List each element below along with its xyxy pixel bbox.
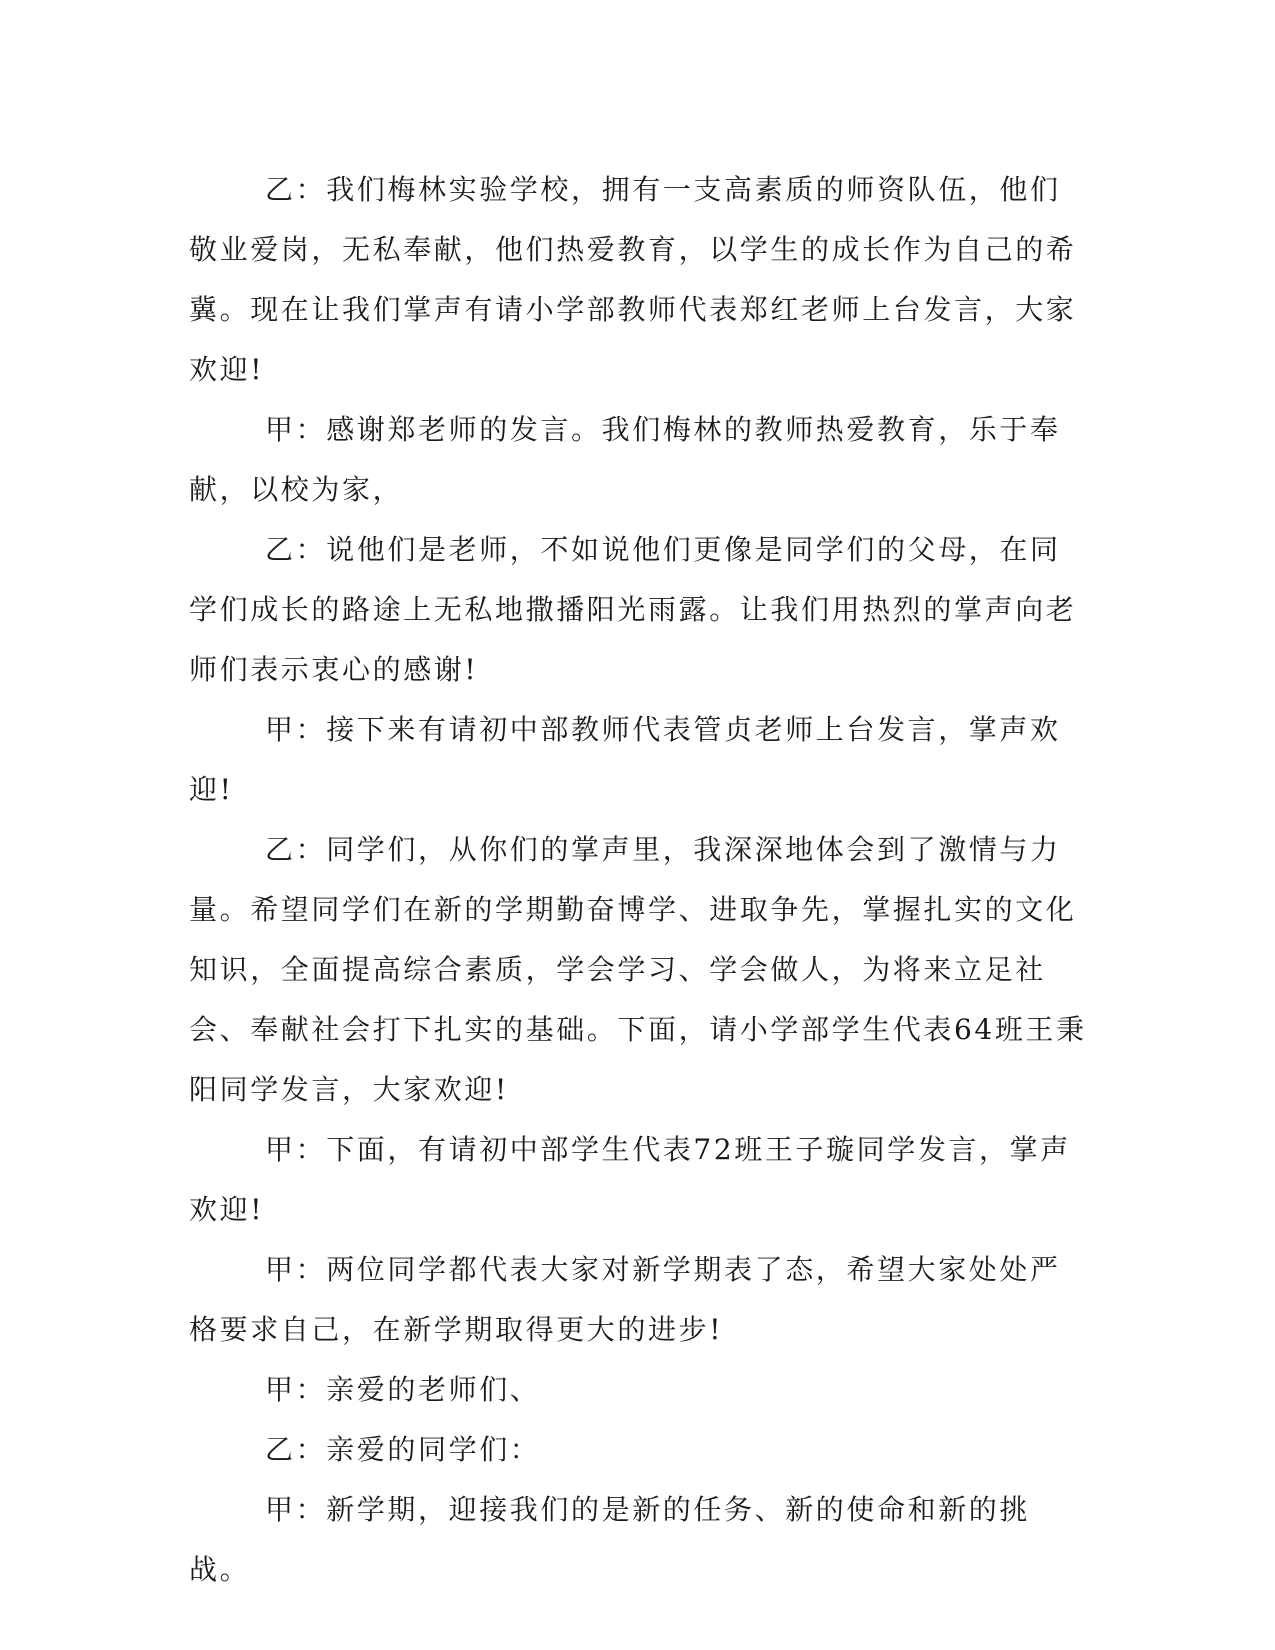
paragraph: 乙：说他们是老师，不如说他们更像是同学们的父母，在同学们成长的路途上无私地撒播阳光雨露。让我们用热烈的掌声向老师们表示衷心的感谢!	[189, 533, 1077, 686]
paragraph: 甲：亲爱的老师们、	[265, 1373, 541, 1406]
paragraph: 甲：新学期，迎接我们的是新的任务、新的使命和新的挑战。	[189, 1493, 1031, 1586]
document-body	[189, 160, 1089, 1600]
paragraph: 乙：我们梅林实验学校，拥有一支高素质的师资队伍，他们敬业爱岗，无私奉献，他们热爱教育，以学生的成长作为自己的希冀。现在让我们掌声有请小学部教师代表郑红老师上台发言，大家欢迎!	[189, 173, 1077, 386]
paragraph: 甲：感谢郑老师的发言。我们梅林的教师热爱教育，乐于奉献，以校为家，	[189, 413, 1061, 506]
paragraph: 甲：两位同学都代表大家对新学期表了态，希望大家处处严格要求自己，在新学期取得更大的进步!	[189, 1253, 1061, 1346]
paragraph: 乙：同学们，从你们的掌声里，我深深地体会到了激情与力量。希望同学们在新的学期勤奋博学、进取争先，掌握扎实的文化知识，全面提高综合素质，学会学习、学会做人，为将来立足社会、奉献社会打下扎实的基础。下面，请小学部学生代表64班王秉阳同学发言，大家欢迎!	[189, 833, 1087, 1106]
paragraph: 乙：亲爱的同学们：	[265, 1433, 541, 1466]
paragraph: 甲：下面，有请初中部学生代表72班王子璇同学发言，掌声欢迎!	[189, 1133, 1071, 1226]
paragraph: 甲：接下来有请初中部教师代表管贞老师上台发言，掌声欢迎!	[189, 713, 1061, 806]
